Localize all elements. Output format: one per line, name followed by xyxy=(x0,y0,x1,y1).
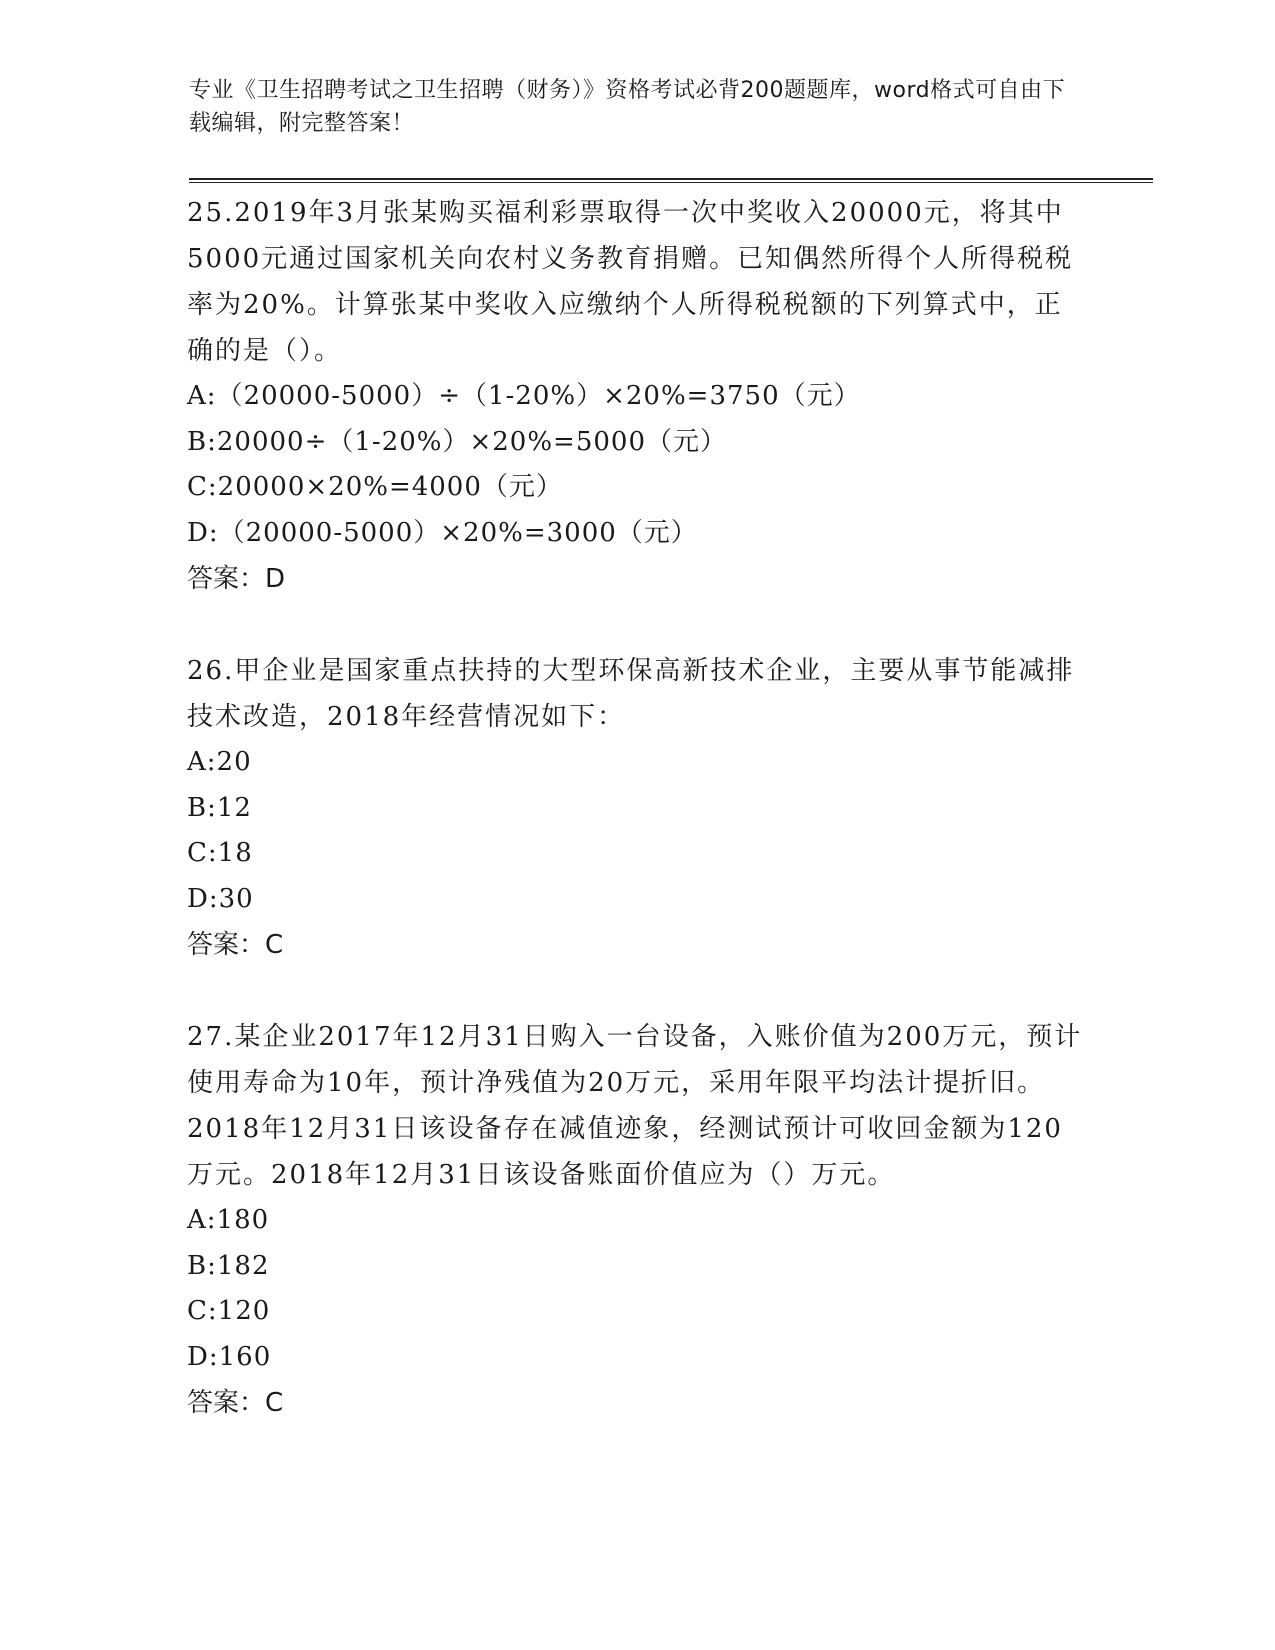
question-27 xyxy=(187,1014,1087,1426)
option-d: D:（20000-5000）×20%=3000（元） xyxy=(187,517,698,548)
option-b: B:182 xyxy=(187,1250,270,1281)
option-a: A:20 xyxy=(187,747,252,777)
option-a: A:180 xyxy=(187,1205,270,1235)
answer: 答案：C xyxy=(187,1388,284,1418)
question-stem: 25.2019年3月张某购买福利彩票取得一次中奖收入20000元，将其中5000元通过国家机关向农村义务教育捐赠。已知偶然所得个人所得税税率为20%。计算张某中奖收入应缴纳个人所得税税额的下列算式中，正确的是（）。 xyxy=(187,198,1074,366)
option-c: C:20000×20%=4000（元） xyxy=(187,472,563,502)
option-c: C:120 xyxy=(187,1296,271,1326)
option-b: B:12 xyxy=(187,792,252,823)
option-c: C:18 xyxy=(187,838,253,868)
option-b: B:20000÷（1-20%）×20%=5000（元） xyxy=(187,426,728,457)
option-d: D:30 xyxy=(187,883,254,914)
question-25 xyxy=(187,190,1087,602)
question-stem: 26.甲企业是国家重点扶持的大型环保高新技术企业，主要从事节能减排技术改造，2018年经营情况如下： xyxy=(187,656,1075,732)
document-header: 专业《卫生招聘考试之卫生招聘（财务）》资格考试必背200题题库，word格式可自由下载编辑，附完整答案！ xyxy=(189,78,1066,136)
option-d: D:160 xyxy=(187,1341,272,1372)
question-list xyxy=(187,190,1087,1472)
header-divider xyxy=(189,178,1153,183)
answer: 答案：D xyxy=(187,564,286,594)
answer: 答案：C xyxy=(187,930,284,960)
question-26 xyxy=(187,648,1087,968)
question-stem: 27.某企业2017年12月31日购入一台设备，入账价值为200万元，预计使用寿命为10年，预计净残值为20万元，采用年限平均法计提折旧。2018年12月31日该设备存在减值迹象，经测试预计可收回金额为120万元。2018年12月31日该设备账面价值应为（）万元。 xyxy=(187,1022,1083,1190)
option-a: A:（20000-5000）÷（1-20%）×20%=3750（元） xyxy=(187,381,861,411)
